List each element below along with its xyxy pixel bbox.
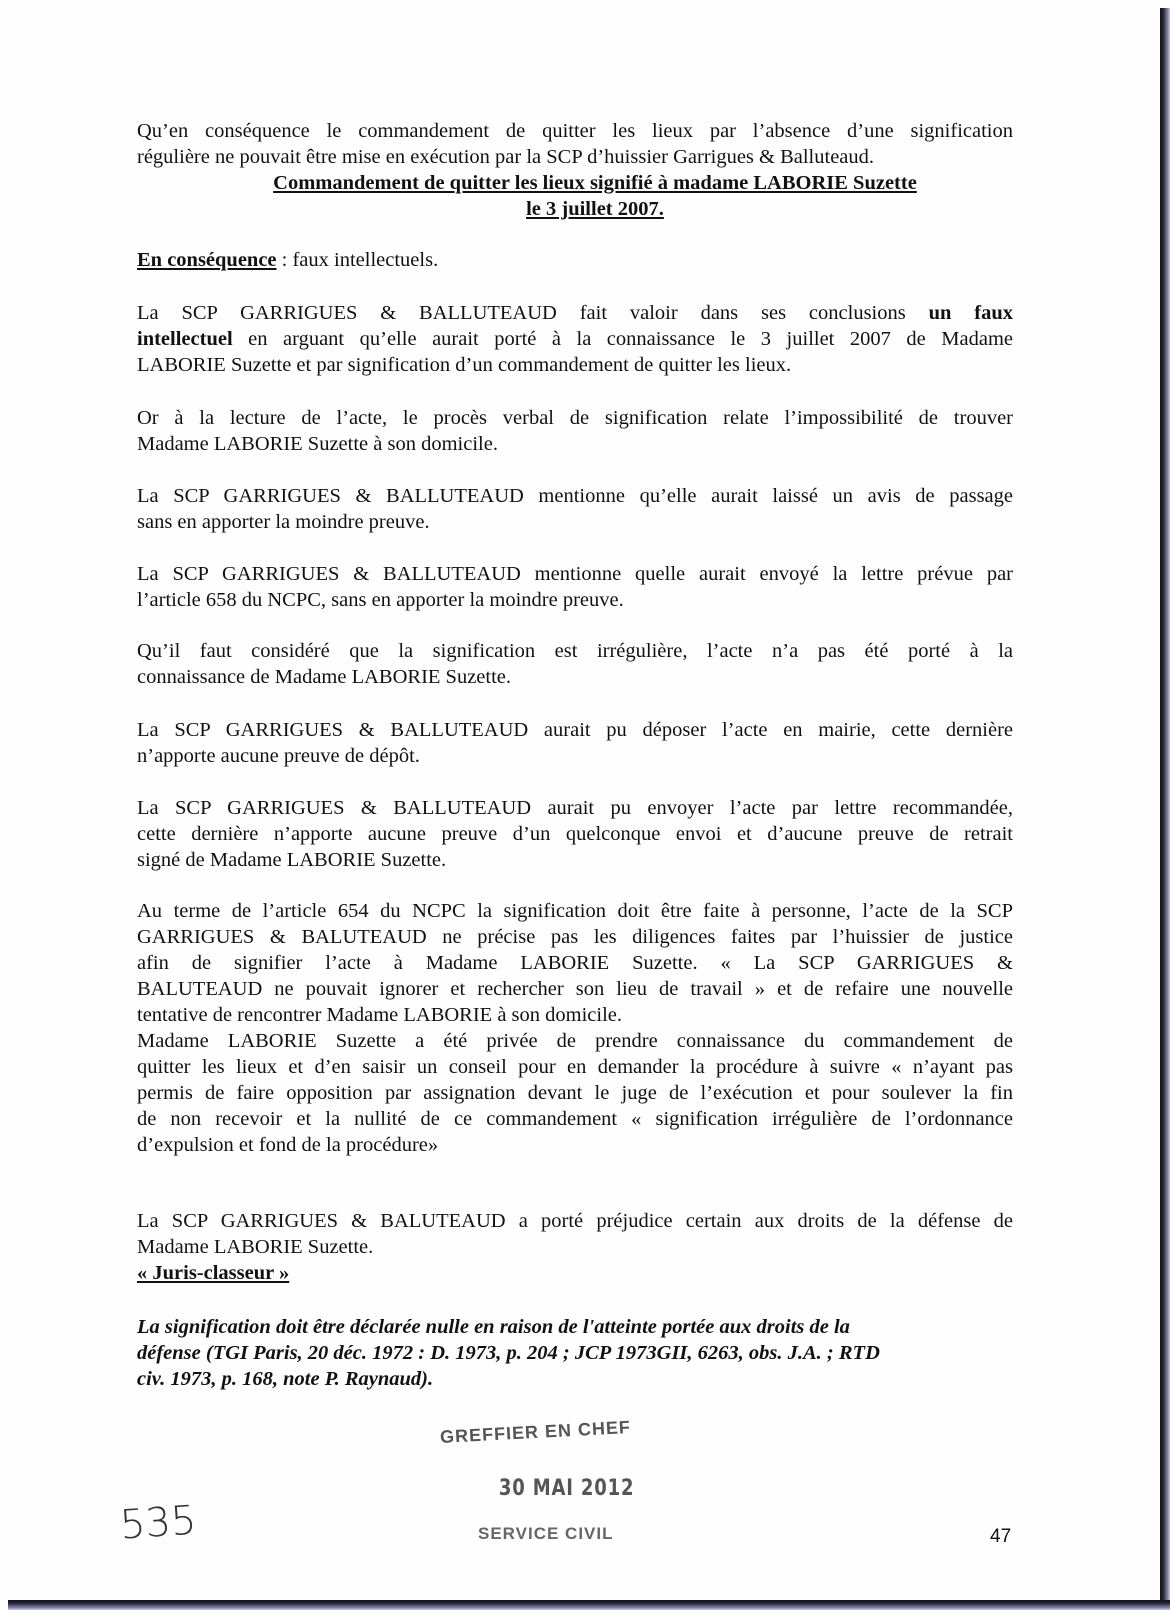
text-line: Qu’en conséquence le commandement de quitter les lieux par l’absence d’une signification <box>137 120 1013 142</box>
text-line: de non recevoir et la nullité de ce commandement « signification irrégulière de l’ordonnance <box>137 1108 1013 1130</box>
citation-line: La signification doit être déclarée nulle en raison de l'atteinte portée aux droits de la <box>137 1316 850 1338</box>
stamp-service: SERVICE CIVIL <box>478 1524 614 1543</box>
paragraph-lettre-658 <box>137 561 1013 613</box>
paragraph-lecture-acte <box>137 405 1013 457</box>
text-line: l’article 658 du NCPC, sans en apporter la moindre preuve. <box>137 589 624 611</box>
text-line: La SCP GARRIGUES & BALLUTEAUD mentionne qu’elle aurait laissé un avis de passage <box>137 485 1013 507</box>
text-line: La SCP GARRIGUES & BALLUTEAUD aurait pu envoyer l’acte par lettre recommandée, <box>137 797 1013 819</box>
text-line: Au terme de l’article 654 du NCPC la signification doit être faite à personne, l’acte de la SCP <box>137 900 1013 922</box>
paragraph-mairie <box>137 717 1013 769</box>
text-line: BALUTEAUD ne pouvait ignorer et rechercher son lieu de travail » et de refaire une nouvelle <box>137 978 1013 1000</box>
page-shadow-bottom <box>8 1600 1170 1610</box>
citation-block <box>137 1314 1013 1392</box>
text-line: Qu’il faut considéré que la signification est irrégulière, l’acte n’a pas été porté à la <box>137 640 1013 662</box>
text-line: afin de signifier l’acte à Madame LABORIE Suzette. « La SCP GARRIGUES & <box>137 952 1013 974</box>
text-span: en arguant qu’elle aurait porté à la connaissance le 3 juillet 2007 de Madame <box>232 328 1013 350</box>
reference-title: « Juris-classeur » <box>137 1262 290 1284</box>
paragraph-irreguliere <box>137 638 1013 690</box>
consequence-text: : faux intellectuels. <box>276 249 439 271</box>
text-line: d’expulsion et fond de la procédure» <box>137 1134 439 1156</box>
paragraph-prejudice <box>137 1208 1013 1286</box>
text-line: La SCP GARRIGUES & BALUTEAUD a porté préjudice certain aux droits de la défense de <box>137 1210 1013 1232</box>
text-line: Madame LABORIE Suzette a été privée de prendre connaissance du commandement de <box>137 1030 1013 1052</box>
intro-paragraph <box>137 118 1013 222</box>
citation-line: défense (TGI Paris, 20 déc. 1972 : D. 1973, p. 204 ; JCP 1973GII, 6263, obs. J.A. ; RTD <box>137 1342 880 1364</box>
paragraph-avis-passage <box>137 483 1013 535</box>
text-line: permis de faire opposition par assignation devant le juge de l’exécution et pour soulever la fin <box>137 1082 1013 1104</box>
bold-span: intellectuel <box>137 328 233 350</box>
handwritten-number: 535 <box>118 1497 198 1549</box>
paragraph-article-654 <box>137 898 1013 1158</box>
text-line: sans en apporter la moindre preuve. <box>137 511 430 533</box>
text-line: LABORIE Suzette et par signification d’un commandement de quitter les lieux. <box>137 354 792 376</box>
citation-line: civ. 1973, p. 168, note P. Raynaud). <box>137 1368 434 1390</box>
text-line: signé de Madame LABORIE Suzette. <box>137 849 447 871</box>
text-line: Madame LABORIE Suzette. <box>137 1236 374 1258</box>
section-heading-line1: Commandement de quitter les lieux signifié à madame LABORIE Suzette <box>273 172 917 194</box>
text-line: connaissance de Madame LABORIE Suzette. <box>137 666 512 688</box>
text-line: GARRIGUES & BALUTEAUD ne précise pas les diligences faites par l’huissier de justice <box>137 926 1013 948</box>
text-line: n’apporte aucune preuve de dépôt. <box>137 745 420 767</box>
text-line: quitter les lieux et d’en saisir un conseil pour en demander la procédure à suivre « n’ayant pas <box>137 1056 1013 1078</box>
text-line: cette dernière n’apporte aucune preuve d’un quelconque envoi et d’aucune preuve de retrait <box>137 823 1013 845</box>
text-line: Madame LABORIE Suzette à son domicile. <box>137 433 498 455</box>
stamp-date: 30 MAI 2012 <box>498 1476 635 1501</box>
text-line: tentative de rencontrer Madame LABORIE à son domicile. <box>137 1004 623 1026</box>
section-heading-line2: le 3 juillet 2007. <box>526 198 664 220</box>
text-line: La SCP GARRIGUES & BALLUTEAUD aurait pu déposer l’acte en mairie, cette dernière <box>137 719 1013 741</box>
paragraph-faux-intellectuel <box>137 300 1013 378</box>
paragraph-recommandee <box>137 795 1013 873</box>
stamp-greffier: GREFFIER EN CHEF <box>439 1417 632 1447</box>
text-line: Or à la lecture de l’acte, le procès verbal de signification relate l’impossibilité de trouver <box>137 407 1013 429</box>
bold-span: un faux <box>928 302 1013 324</box>
consequence-label: En conséquence <box>137 249 277 271</box>
text-line: La SCP GARRIGUES & BALLUTEAUD mentionne quelle aurait envoyé la lettre prévue par <box>137 563 1013 585</box>
page-number: 47 <box>990 1526 1012 1547</box>
text-line: régulière ne pouvait être mise en exécution par la SCP d’huissier Garrigues & Balluteaud. <box>137 146 875 168</box>
text-span: La SCP GARRIGUES & BALLUTEAUD fait valoir dans ses conclusions <box>137 302 929 324</box>
consequence-line <box>137 247 1013 273</box>
page-shadow-right <box>1160 8 1170 1610</box>
